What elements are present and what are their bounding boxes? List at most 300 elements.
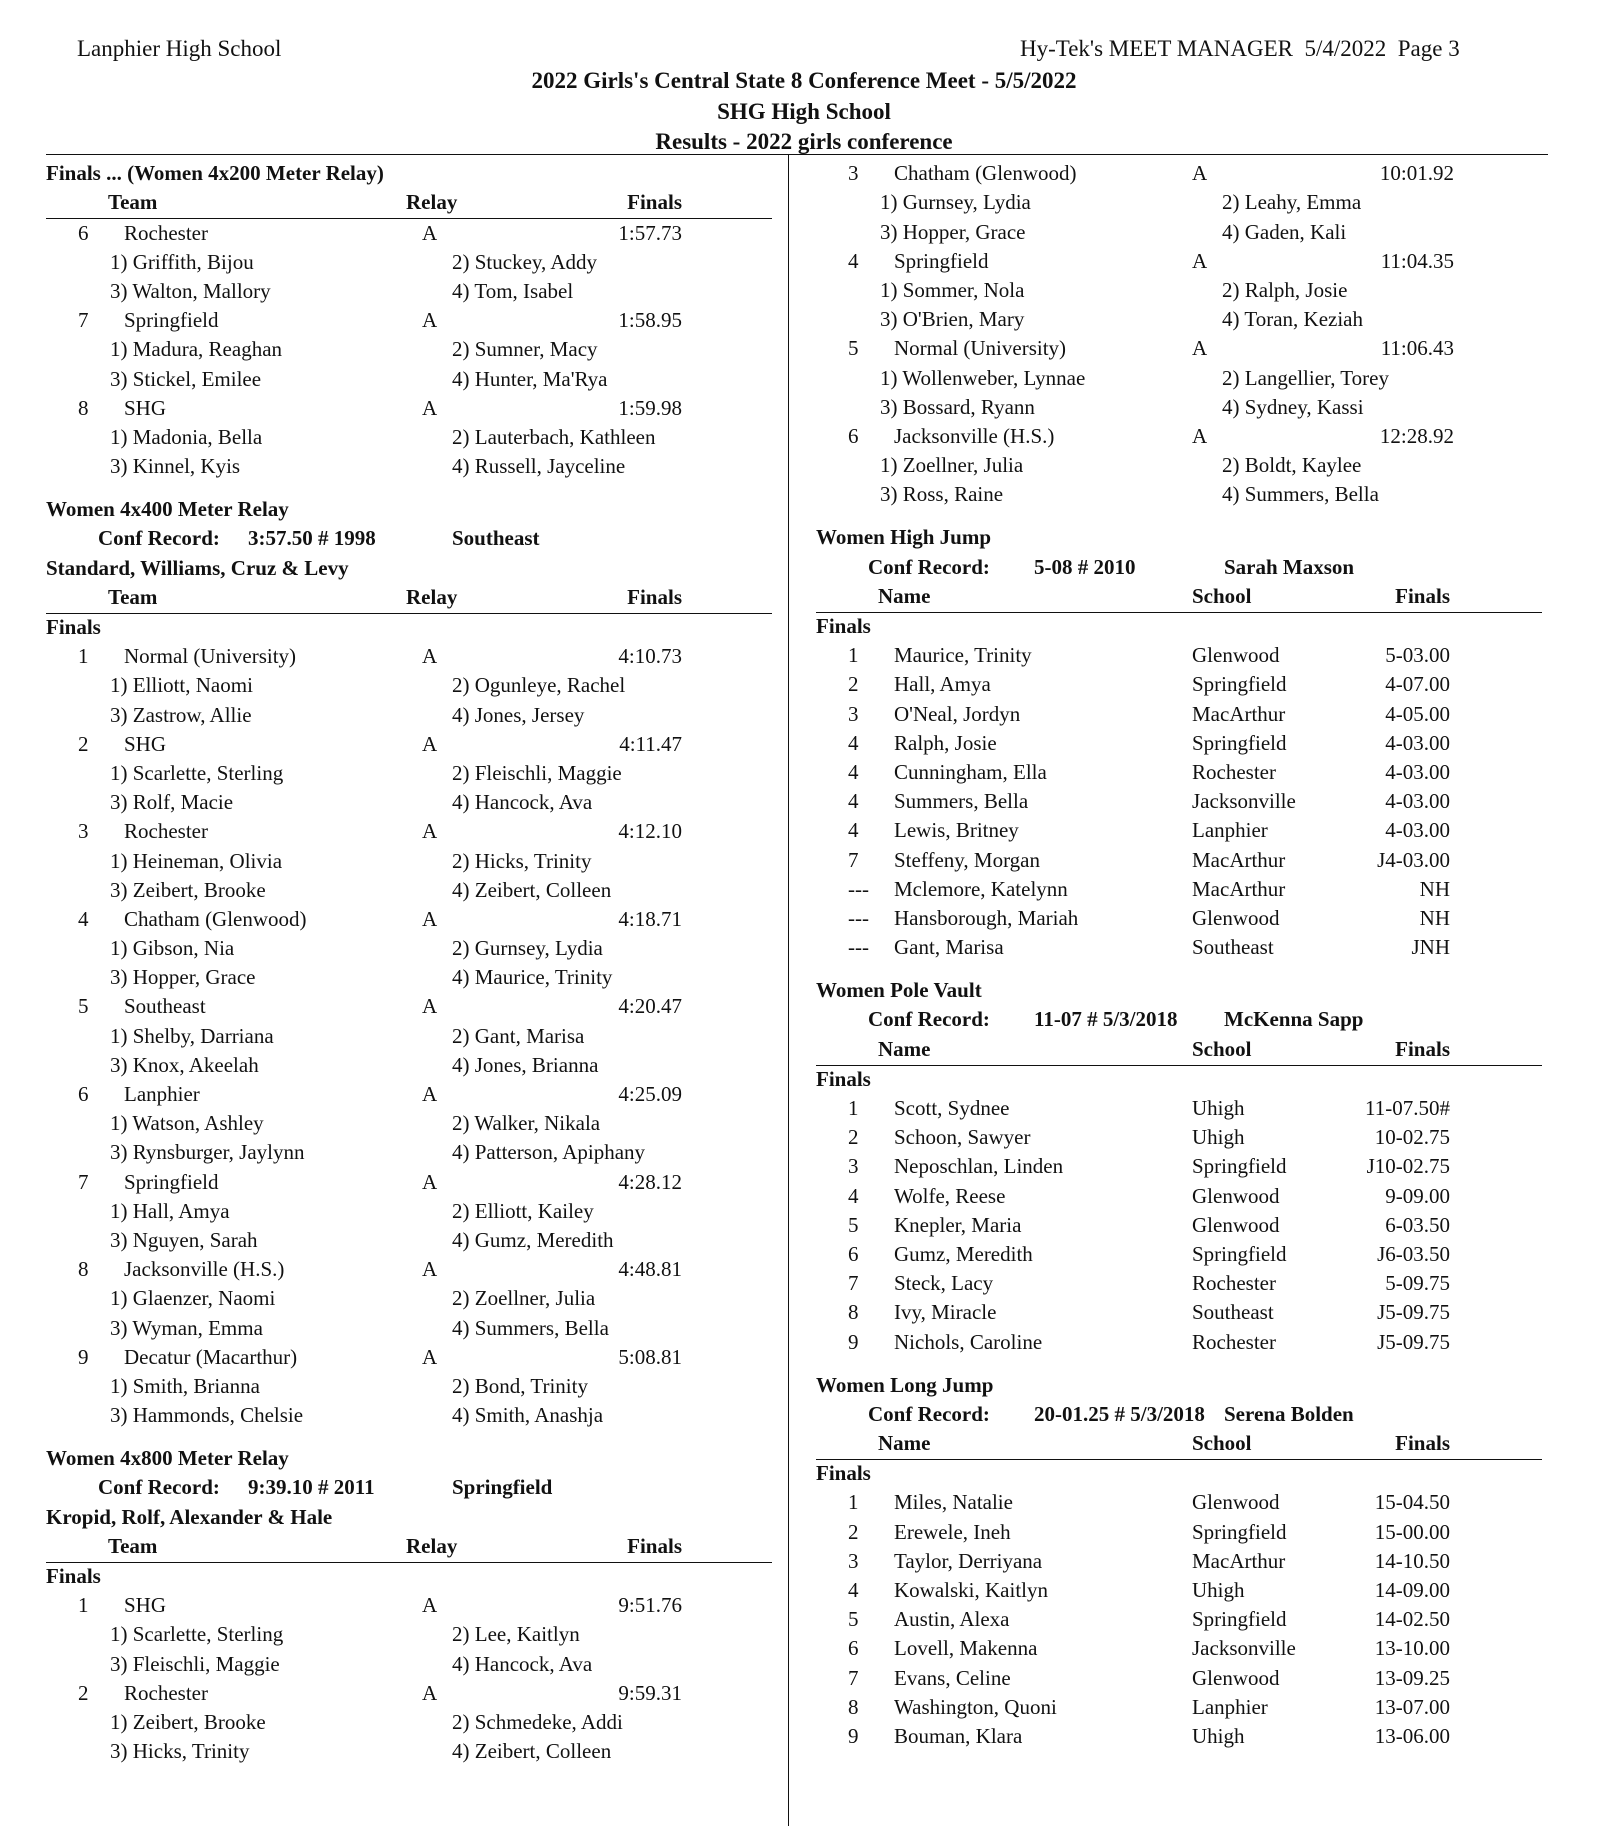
finals-mark: 11-07.50#: [1365, 1096, 1450, 1120]
runner-2: 2) Walker, Nikala: [452, 1111, 601, 1136]
record-mark: 20-01.25 # 5/3/2018: [1034, 1401, 1205, 1426]
conf-record: [816, 1006, 1542, 1035]
finals-mark: 14-09.00: [1374, 1578, 1450, 1602]
finals-label: Finals: [816, 614, 871, 638]
runner-4: 4) Zeibert, Colleen: [452, 1739, 612, 1764]
place: 2: [78, 731, 89, 756]
school-name: Springfield: [1192, 730, 1287, 755]
school-name: MacArthur: [1192, 847, 1286, 872]
col-name: Name: [878, 1431, 931, 1456]
place: 4: [848, 818, 859, 843]
runner-2: 2) Langellier, Torey: [1222, 365, 1389, 390]
place: 5: [848, 1607, 859, 1632]
team-name: Chatham (Glenwood): [124, 906, 307, 931]
runner-3: 3) Kinnel, Kyis: [110, 454, 241, 479]
runner-4: 4) Hancock, Ava: [452, 1651, 593, 1676]
runner-2: 2) Elliott, Kailey: [452, 1198, 594, 1223]
relay-runners-row: [46, 278, 772, 307]
place: ---: [848, 905, 869, 930]
runner-4: 4) Hunter, Ma'Rya: [452, 366, 608, 391]
runner-1: 1) Wollenweber, Lynnae: [880, 365, 1086, 390]
runner-2: 2) Boldt, Kaylee: [1222, 453, 1362, 478]
result-row: [816, 934, 1542, 963]
col-finals: Finals: [627, 584, 682, 609]
place: 8: [78, 1257, 89, 1282]
athlete-name: Lewis, Britney: [894, 818, 1019, 843]
relay-letter: A: [422, 994, 438, 1019]
place: 3: [78, 819, 89, 844]
relay-team-row: [46, 1168, 772, 1197]
place: 7: [78, 1169, 89, 1194]
runner-4: 4) Jones, Jersey: [452, 702, 585, 727]
relay-column-headers: [46, 1533, 772, 1563]
event-title: Finals ... (Women 4x200 Meter Relay): [46, 161, 384, 186]
athlete-name: Knepler, Maria: [894, 1212, 1022, 1237]
finals-time: 4:20.47: [618, 994, 682, 1019]
runner-1: 1) Gurnsey, Lydia: [880, 190, 1031, 215]
event-heading: [46, 1445, 772, 1474]
place: 4: [78, 906, 89, 931]
school-name: Glenwood: [1192, 643, 1280, 668]
finals-mark: 13-09.25: [1374, 1665, 1450, 1690]
relay-team-row: [46, 1680, 772, 1709]
relay-column-headers: [46, 189, 772, 219]
relay-runners-row: [46, 964, 772, 993]
finals-time: 4:12.10: [618, 819, 682, 844]
finals-mark: J5-09.75: [1377, 1300, 1450, 1325]
place: 1: [848, 1096, 859, 1120]
col-relay: Relay: [406, 190, 458, 215]
runner-3: 3) Hammonds, Chelsie: [110, 1403, 304, 1428]
relay-letter: A: [1192, 248, 1208, 273]
runner-4: 4) Maurice, Trinity: [452, 965, 613, 990]
relay-team-row: [46, 643, 772, 672]
runner-2: 2) Stuckey, Addy: [452, 249, 598, 274]
athlete-name: Austin, Alexa: [894, 1607, 1010, 1632]
place: 1: [848, 643, 859, 668]
runner-4: 4) Summers, Bella: [452, 1315, 609, 1340]
school-name: Glenwood: [1192, 1665, 1280, 1690]
finals-label: Finals: [816, 1461, 871, 1486]
school-name: Uhigh: [1192, 1096, 1245, 1120]
place: 3: [848, 161, 859, 186]
team-name: Chatham (Glenwood): [894, 161, 1077, 186]
record-mark: 11-07 # 5/3/2018: [1034, 1007, 1178, 1032]
place: 9: [78, 1344, 89, 1369]
runner-1: 1) Smith, Brianna: [110, 1373, 260, 1398]
col-school: School: [1192, 1431, 1252, 1456]
finals-label: [816, 1460, 1542, 1489]
athlete-name: O'Neal, Jordyn: [894, 701, 1021, 726]
place: 7: [78, 308, 89, 333]
result-row: [816, 1548, 1542, 1577]
athlete-name: Wolfe, Reese: [894, 1183, 1006, 1208]
athlete-name: Ralph, Josie: [894, 730, 997, 755]
athlete-name: Neposchlan, Linden: [894, 1154, 1064, 1179]
finals-mark: 13-07.00: [1374, 1694, 1450, 1719]
place: 6: [848, 1241, 859, 1266]
record-holder: Sarah Maxson: [1224, 554, 1355, 579]
relay-team-row: [46, 993, 772, 1022]
result-row: [816, 817, 1542, 846]
meet-title: 2022 Girls's Central State 8 Conference Meet - 5/5/2022: [531, 68, 1077, 93]
relay-letter: A: [422, 1169, 438, 1194]
runner-3: 3) Hicks, Trinity: [110, 1739, 250, 1764]
event-heading: [816, 977, 1542, 1006]
finals-mark: 14-02.50: [1374, 1607, 1450, 1632]
result-row: [816, 759, 1542, 788]
place: 2: [848, 1125, 859, 1150]
runner-1: 1) Zeibert, Brooke: [110, 1709, 266, 1734]
record-label: Conf Record:: [868, 1007, 990, 1032]
relay-team-row: [816, 160, 1542, 189]
finals-time: 1:59.98: [618, 395, 682, 420]
result-row: [816, 1489, 1542, 1518]
school-name: Glenwood: [1192, 905, 1280, 930]
place: 2: [848, 672, 859, 697]
relay-team-row: [816, 335, 1542, 364]
school-name: Springfield: [1192, 1154, 1287, 1179]
result-row: [816, 1095, 1542, 1124]
relay-runners-row: [46, 1227, 772, 1256]
relay-runners-row: [46, 1314, 772, 1343]
record-relay-names: Kropid, Rolf, Alexander & Hale: [46, 1504, 333, 1529]
finals-mark: J4-03.00: [1377, 847, 1450, 872]
place: 3: [848, 1548, 859, 1573]
relay-runners-row: [816, 306, 1542, 335]
finals-mark: 4-03.00: [1385, 789, 1450, 814]
relay-runners-row: [46, 1285, 772, 1314]
team-name: Rochester: [124, 1680, 208, 1705]
athlete-name: Schoon, Sawyer: [894, 1125, 1031, 1150]
field-column-headers: [816, 1035, 1542, 1065]
runner-4: 4) Tom, Isabel: [452, 278, 574, 303]
record-mark: 9:39.10 # 2011: [248, 1475, 375, 1500]
runner-1: 1) Gibson, Nia: [110, 936, 235, 961]
runner-1: 1) Griffith, Bijou: [110, 249, 254, 274]
finals-time: 12:28.92: [1379, 423, 1454, 448]
col-finals: Finals: [627, 190, 682, 215]
result-row: [816, 1182, 1542, 1211]
result-row: [816, 1328, 1542, 1357]
conf-record: [816, 1401, 1542, 1430]
finals-time: 9:51.76: [618, 1593, 682, 1618]
col-school: School: [1192, 1036, 1252, 1061]
runner-3: 3) Zastrow, Allie: [110, 702, 252, 727]
place: 7: [848, 1271, 859, 1296]
runner-2: 2) Schmedeke, Addi: [452, 1709, 623, 1734]
runner-1: 1) Heineman, Olivia: [110, 848, 283, 873]
event-heading: [816, 1372, 1542, 1401]
finals-time: 4:11.47: [619, 731, 682, 756]
finals-label: [46, 614, 772, 643]
relay-runners-row: [816, 218, 1542, 247]
relay-letter: A: [422, 1082, 438, 1106]
results-title: Results - 2022 girls conference: [655, 129, 953, 154]
place: 5: [78, 994, 89, 1019]
finals-time: 1:58.95: [618, 308, 682, 333]
result-row: [816, 1518, 1542, 1547]
school-name: Jacksonville: [1192, 789, 1296, 814]
runner-2: 2) Leahy, Emma: [1222, 190, 1362, 215]
relay-runners-row: [816, 481, 1542, 510]
runner-2: 2) Hicks, Trinity: [452, 848, 592, 873]
col-school: School: [1192, 583, 1252, 608]
relay-runners-row: [46, 1738, 772, 1767]
relay-runners-row: [816, 452, 1542, 481]
relay-runners-row: [816, 277, 1542, 306]
relay-letter: A: [422, 731, 438, 756]
conf-record: [46, 1474, 772, 1503]
runner-3: 3) Knox, Akeelah: [110, 1052, 259, 1077]
runner-4: 4) Jones, Brianna: [452, 1052, 599, 1077]
athlete-name: Summers, Bella: [894, 789, 1029, 814]
athlete-name: Evans, Celine: [894, 1665, 1011, 1690]
record-holder: McKenna Sapp: [1224, 1007, 1364, 1032]
relay-runners-row: [46, 453, 772, 482]
finals-mark: 15-04.50: [1374, 1490, 1450, 1515]
section-gap: [816, 510, 1542, 524]
relay-runners-row: [46, 1052, 772, 1081]
relay-team-row: [816, 248, 1542, 277]
place: 1: [78, 1593, 89, 1618]
runner-1: 1) Scarlette, Sterling: [110, 1622, 284, 1647]
place: 4: [848, 1578, 859, 1602]
finals-time: 4:25.09: [618, 1082, 682, 1106]
finals-mark: J5-09.75: [1377, 1329, 1450, 1354]
result-row: [816, 1241, 1542, 1270]
runner-2: 2) Lee, Kaitlyn: [452, 1622, 580, 1647]
place: 4: [848, 730, 859, 755]
result-row: [816, 1694, 1542, 1723]
school-name: Springfield: [1192, 672, 1287, 697]
finals-mark: NH: [1419, 876, 1450, 901]
conf-record: [816, 553, 1542, 582]
relay-runners-row: [46, 1650, 772, 1679]
runner-2: 2) Ralph, Josie: [1222, 277, 1348, 302]
athlete-name: Taylor, Derriyana: [894, 1548, 1043, 1573]
runner-1: 1) Scarlette, Sterling: [110, 760, 284, 785]
runner-1: 1) Madonia, Bella: [110, 424, 263, 449]
relay-team-row: [46, 219, 772, 248]
place: 6: [78, 1082, 89, 1106]
record-names: [46, 554, 772, 583]
athlete-name: Lovell, Makenna: [894, 1636, 1038, 1661]
event-title: Women Long Jump: [816, 1372, 994, 1397]
school-name: Uhigh: [1192, 1723, 1245, 1748]
place: 3: [848, 1154, 859, 1179]
runner-1: 1) Madura, Reaghan: [110, 337, 283, 362]
record-holder: Springfield: [452, 1475, 553, 1500]
col-relay: Relay: [406, 584, 458, 609]
runner-3: 3) O'Brien, Mary: [880, 307, 1025, 332]
relay-team-row: [46, 818, 772, 847]
athlete-name: Miles, Natalie: [894, 1490, 1013, 1515]
relay-letter: A: [1192, 423, 1208, 448]
result-row: [816, 730, 1542, 759]
result-row: [816, 642, 1542, 671]
relay-runners-row: [46, 1198, 772, 1227]
runner-3: 3) Hopper, Grace: [880, 219, 1026, 244]
school-name: Lanphier: [1192, 818, 1268, 843]
finals-mark: JNH: [1411, 935, 1450, 960]
athlete-name: Washington, Quoni: [894, 1694, 1057, 1719]
relay-team-row: [46, 307, 772, 336]
team-name: Jacksonville (H.S.): [124, 1257, 285, 1282]
result-row: [816, 1153, 1542, 1182]
result-row: [816, 1664, 1542, 1693]
relay-letter: A: [422, 819, 438, 844]
relay-letter: A: [422, 1344, 438, 1369]
school-name: MacArthur: [1192, 1548, 1286, 1573]
result-row: [816, 905, 1542, 934]
team-name: Normal (University): [124, 644, 297, 669]
event-title: Women 4x800 Meter Relay: [46, 1446, 289, 1471]
finals-label: [46, 1563, 772, 1592]
runner-2: 2) Fleischli, Maggie: [452, 760, 622, 785]
finals-mark: 14-10.50: [1374, 1548, 1450, 1573]
place: 9: [848, 1723, 859, 1748]
relay-letter: A: [422, 1593, 438, 1618]
relay-team-row: [46, 906, 772, 935]
record-holder: Serena Bolden: [1224, 1401, 1354, 1426]
runner-3: 3) Rynsburger, Jaylynn: [110, 1140, 305, 1165]
relay-runners-row: [46, 1402, 772, 1431]
finals-mark: 6-03.50: [1385, 1212, 1450, 1237]
relay-runners-row: [46, 672, 772, 701]
col-relay: Relay: [406, 1533, 458, 1558]
runner-3: 3) Fleischli, Maggie: [110, 1651, 280, 1676]
relay-runners-row: [46, 1709, 772, 1738]
school-name: Rochester: [1192, 1329, 1276, 1354]
finals-mark: 4-07.00: [1385, 672, 1450, 697]
athlete-name: Bouman, Klara: [894, 1723, 1023, 1748]
team-name: SHG: [124, 395, 167, 420]
relay-team-row: [816, 423, 1542, 452]
record-relay-names: Standard, Williams, Cruz & Levy: [46, 555, 349, 580]
runner-4: 4) Hancock, Ava: [452, 790, 593, 815]
header-software: Hy-Tek's MEET MANAGER 5/4/2022 Page 3: [1020, 36, 1460, 61]
conf-record: [46, 525, 772, 554]
place: 6: [848, 1636, 859, 1661]
place: 7: [848, 847, 859, 872]
runner-3: 3) Bossard, Ryann: [880, 394, 1035, 419]
place: 6: [848, 423, 859, 448]
runner-3: 3) Ross, Raine: [880, 482, 1004, 507]
finals-mark: 5-03.00: [1385, 643, 1450, 668]
finals-time: 11:04.35: [1380, 248, 1454, 273]
team-name: Springfield: [124, 308, 219, 333]
result-row: [816, 1577, 1542, 1606]
place: 1: [848, 1490, 859, 1515]
runner-4: 4) Zeibert, Colleen: [452, 877, 612, 902]
athlete-name: Steck, Lacy: [894, 1271, 994, 1296]
relay-team-row: [46, 1256, 772, 1285]
athlete-name: Hall, Amya: [894, 672, 991, 697]
runner-1: 1) Elliott, Naomi: [110, 673, 253, 698]
relay-team-row: [46, 395, 772, 424]
result-row: [816, 876, 1542, 905]
athlete-name: Maurice, Trinity: [894, 643, 1032, 668]
school-name: MacArthur: [1192, 876, 1286, 901]
place: ---: [848, 876, 869, 901]
result-row: [816, 671, 1542, 700]
place: 4: [848, 789, 859, 814]
relay-letter: A: [1192, 161, 1208, 186]
meet-host: SHG High School: [717, 99, 891, 124]
relay-team-row: [46, 1344, 772, 1373]
athlete-name: Steffeny, Morgan: [894, 847, 1041, 872]
result-row: [816, 1635, 1542, 1664]
team-name: Jacksonville (H.S.): [894, 423, 1055, 448]
relay-runners-row: [46, 1621, 772, 1650]
place: 9: [848, 1329, 859, 1354]
relay-team-row: [46, 1592, 772, 1621]
finals-mark: 13-06.00: [1374, 1723, 1450, 1748]
school-name: Lanphier: [1192, 1694, 1268, 1719]
team-name: Rochester: [124, 220, 208, 245]
relay-runners-row: [46, 877, 772, 906]
record-label: Conf Record:: [868, 554, 990, 579]
finals-mark: 4-03.00: [1385, 759, 1450, 784]
team-name: Decatur (Macarthur): [124, 1344, 298, 1369]
relay-runners-row: [46, 701, 772, 730]
place: 7: [848, 1665, 859, 1690]
place: 2: [78, 1680, 89, 1705]
left-column: [46, 160, 772, 1767]
athlete-name: Ivy, Miracle: [894, 1300, 997, 1325]
section-gap: [816, 963, 1542, 977]
relay-team-row: [46, 731, 772, 760]
finals-time: 4:48.81: [618, 1257, 682, 1282]
relay-runners-row: [46, 789, 772, 818]
relay-letter: A: [422, 1257, 438, 1282]
place: 3: [848, 701, 859, 726]
team-name: Lanphier: [124, 1082, 200, 1106]
finals-time: 1:57.73: [618, 220, 682, 245]
result-row: [816, 1606, 1542, 1635]
place: 4: [848, 1183, 859, 1208]
relay-letter: A: [422, 220, 438, 245]
record-mark: 3:57.50 # 1998: [248, 526, 376, 551]
runner-1: 1) Glaenzer, Naomi: [110, 1286, 276, 1311]
relay-runners-row: [46, 1139, 772, 1168]
relay-letter: A: [422, 906, 438, 931]
finals-label: Finals: [816, 1066, 871, 1091]
school-name: Southeast: [1192, 935, 1274, 960]
athlete-name: Mclemore, Katelynn: [894, 876, 1068, 901]
athlete-name: Nichols, Caroline: [894, 1329, 1043, 1354]
record-holder: Southeast: [452, 526, 540, 551]
finals-mark: J6-03.50: [1377, 1241, 1450, 1266]
finals-mark: 9-09.00: [1385, 1183, 1450, 1208]
relay-runners-row: [46, 760, 772, 789]
record-mark: 5-08 # 2010: [1034, 554, 1136, 579]
runner-4: 4) Smith, Anashja: [452, 1403, 604, 1428]
athlete-name: Scott, Sydnee: [894, 1096, 1010, 1120]
finals-label: Finals: [46, 615, 101, 639]
athlete-name: Cunningham, Ella: [894, 759, 1047, 784]
finals-mark: 5-09.75: [1385, 1271, 1450, 1296]
place: 2: [848, 1519, 859, 1544]
runner-4: 4) Summers, Bella: [1222, 482, 1379, 507]
relay-runners-row: [46, 424, 772, 453]
finals-mark: 10-02.75: [1374, 1125, 1450, 1150]
runner-1: 1) Zoellner, Julia: [880, 453, 1024, 478]
field-column-headers: [816, 1430, 1542, 1460]
finals-time: 11:06.43: [1380, 336, 1454, 361]
record-label: Conf Record:: [98, 526, 220, 551]
